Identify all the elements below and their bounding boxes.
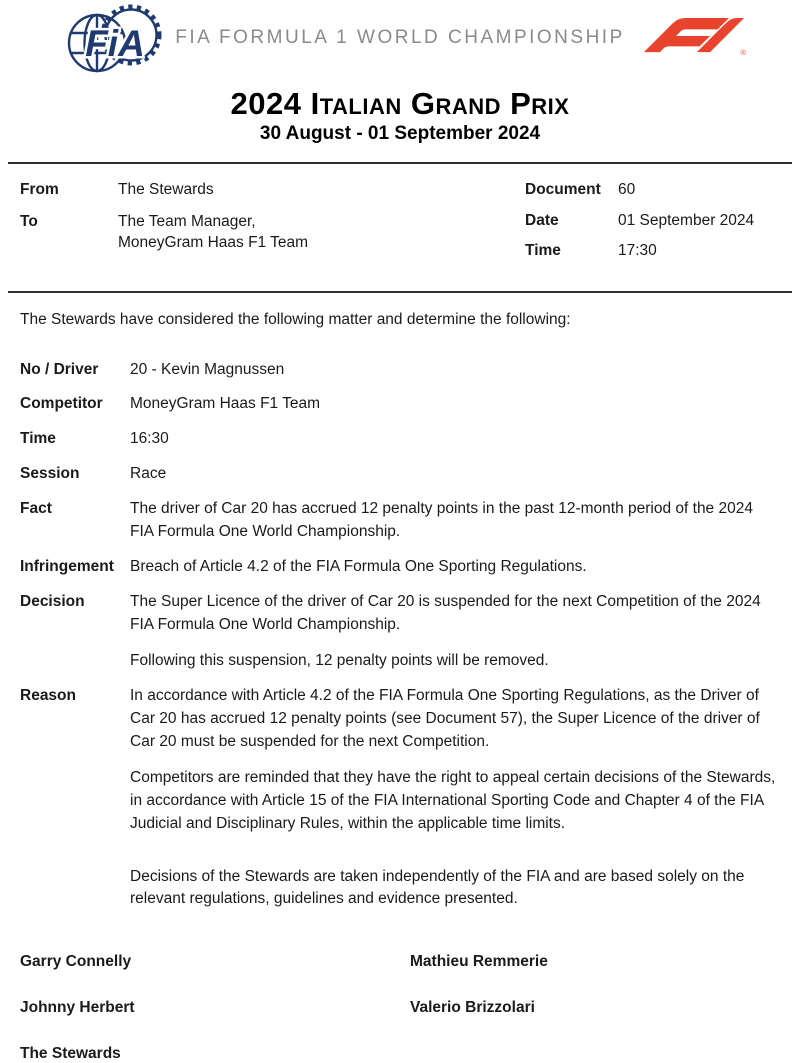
decision-paragraph: Following this suspension, 12 penalty points will be removed. — [130, 651, 549, 669]
field-row-infringement — [20, 556, 780, 579]
to-value-line2: MoneyGram Haas F1 Team — [118, 234, 309, 252]
field-label: Reason — [20, 686, 76, 704]
divider-bottom — [8, 291, 792, 293]
from-value: The Stewards — [118, 181, 214, 198]
signature-name: Johnny Herbert — [20, 999, 135, 1017]
meta-row-date — [525, 210, 780, 232]
field-row-time — [20, 428, 780, 451]
time-value: 17:30 — [618, 242, 657, 260]
title-block — [0, 86, 800, 145]
meta-section — [0, 164, 800, 291]
signature-name: Mathieu Remmerie — [410, 953, 548, 971]
to-value — [118, 211, 308, 254]
time-label: Time — [525, 242, 561, 260]
field-value — [130, 685, 778, 912]
meta-row-time — [525, 240, 780, 262]
field-label: Infringement — [20, 558, 114, 576]
meta-left-column — [0, 179, 525, 271]
field-value: 20 - Kevin Magnussen — [130, 360, 285, 378]
field-row-no-driver — [20, 359, 780, 382]
fields — [20, 359, 780, 912]
reason-paragraph: Competitors are reminded that they have the right to appeal certain decisions of the Stewards, in accordance with Article 15 of the FIA International Sporting Code and Chapter 4 of the FIA Judicial and Disciplinary Rules, within the applicable time limits. — [130, 768, 776, 832]
field-value: Race — [130, 465, 167, 483]
intro-text: The Stewards have considered the following matter and determine the following: — [20, 311, 571, 329]
field-row-session — [20, 463, 780, 486]
championship-title: FIA FORMULA 1 WORLD CHAMPIONSHIP — [175, 27, 625, 48]
field-value: 16:30 — [130, 430, 169, 448]
field-label: No / Driver — [20, 360, 99, 378]
to-value-line1: The Team Manager, — [118, 212, 256, 230]
field-value: The driver of Car 20 has accrued 12 penalty points in the past 12-month period of the 2024 FIA Formula One World Championship. — [130, 500, 753, 541]
signature-closing: The Stewards — [20, 1045, 121, 1063]
meta-right-column — [525, 179, 780, 271]
field-label: Fact — [20, 500, 52, 518]
meta-row-document — [525, 179, 780, 201]
document-header — [0, 0, 800, 82]
field-value — [130, 591, 778, 673]
reason-paragraph: In accordance with Article 4.2 of the FIA Formula One Sporting Regulations, as the Driver of Car 20 has accrued 12 penalty points (see Document 57), the Super Licence of the driver of Car 20 must be suspended for the next Competition. — [130, 686, 760, 750]
field-value: Breach of Article 4.2 of the FIA Formula One Sporting Regulations. — [130, 558, 587, 576]
field-row-decision — [20, 591, 780, 673]
event-dates: 30 August - 01 September 2024 — [259, 123, 541, 144]
document-value: 60 — [618, 181, 636, 198]
signature-row — [20, 953, 780, 971]
event-title: 2024 Italian Grand Prix — [230, 86, 570, 121]
f1-logo — [642, 14, 746, 63]
decision-body — [0, 309, 800, 911]
field-row-reason — [20, 685, 780, 912]
signature-name: Valerio Brizzolari — [410, 999, 535, 1017]
date-label: Date — [525, 211, 559, 229]
field-row-fact — [20, 498, 780, 544]
field-label: Decision — [20, 593, 85, 611]
field-value: MoneyGram Haas F1 Team — [130, 395, 321, 413]
signature-row — [20, 999, 780, 1017]
field-row-competitor — [20, 393, 780, 416]
field-label: Session — [20, 465, 80, 483]
svg-text:FiA: FiA — [85, 23, 145, 64]
f1-icon — [642, 14, 746, 58]
decision-paragraph: The Super Licence of the driver of Car 20 is suspended for the next Competition of the 2024 FIA Formula One World Championship. — [130, 593, 761, 634]
svg-text:®: ® — [740, 47, 746, 57]
to-label: To — [20, 212, 38, 230]
document-label: Document — [525, 181, 601, 198]
meta-row-to — [20, 211, 525, 254]
field-label: Competitor — [20, 395, 103, 413]
field-label: Time — [20, 430, 56, 448]
meta-row-from — [20, 179, 525, 201]
date-value: 01 September 2024 — [618, 211, 755, 229]
from-label: From — [20, 181, 59, 198]
signatures-section — [0, 953, 800, 1063]
signature-name: Garry Connelly — [20, 953, 132, 971]
reason-paragraph: Decisions of the Stewards are taken independently of the FIA and are based solely on the relevant regulations, guidelines and evidence presented. — [130, 867, 745, 908]
